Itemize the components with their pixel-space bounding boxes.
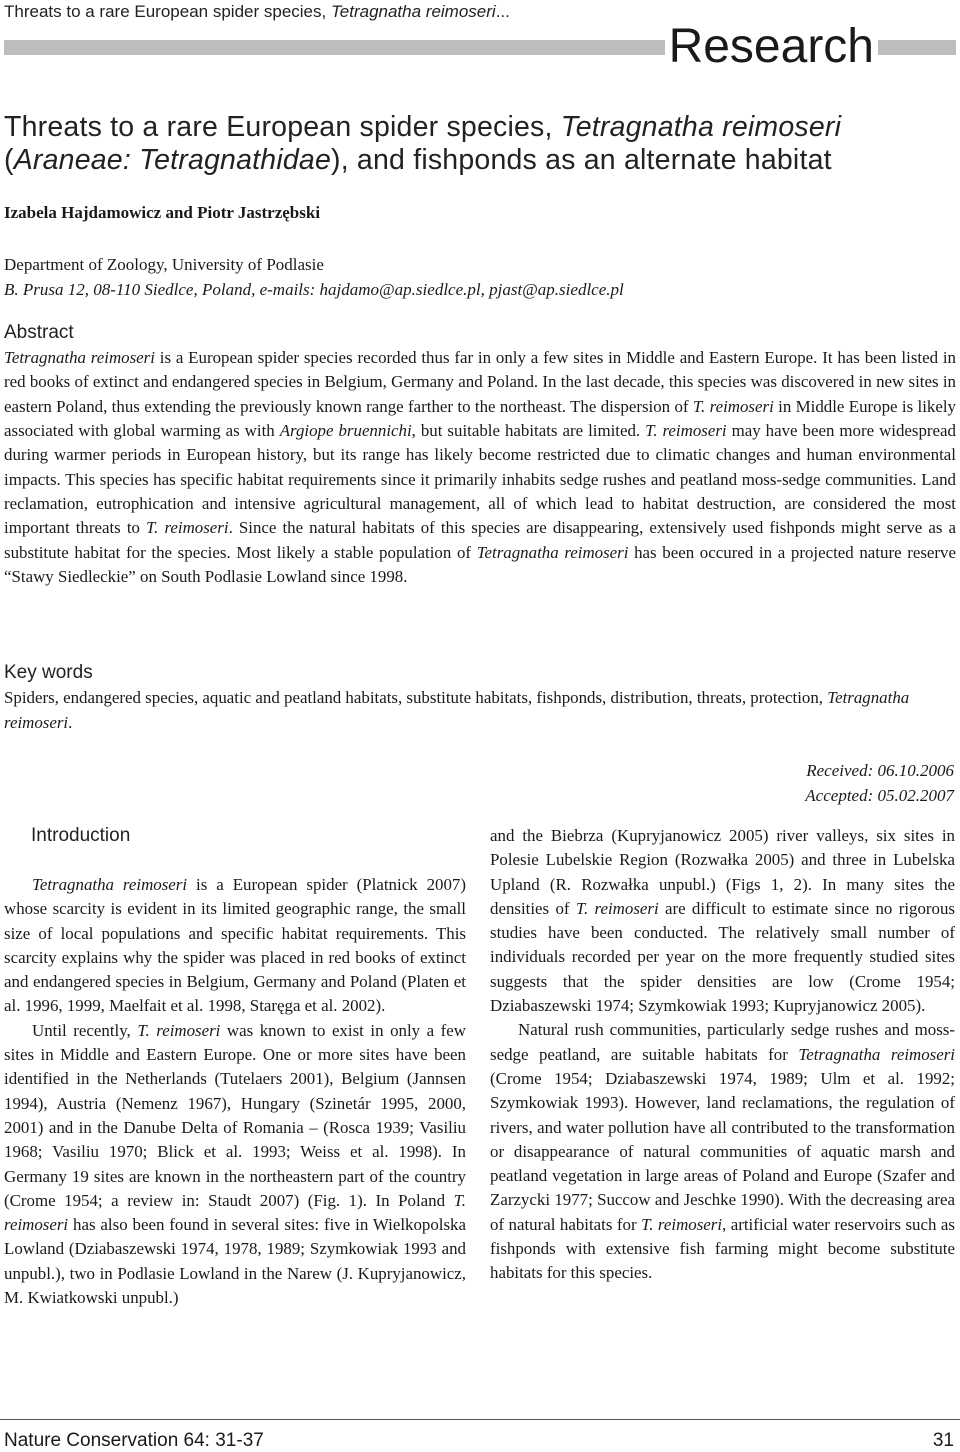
accepted-date: Accepted: 05.02.2007 — [805, 786, 954, 805]
address-emails: B. Prusa 12, 08-110 Siedlce, Poland, e-mails: hajdamo@ap.siedlce.pl, pjast@ap.siedlce.pl — [4, 280, 624, 299]
footer-rule — [0, 1419, 960, 1420]
section-label: Research — [668, 20, 874, 73]
section-band-left-bar — [4, 40, 665, 55]
intro-paragraph-2-continued: and the Biebrza (Kupryjanowicz 2005) river valleys, six sites in Polesie Lubelskie Region (Rozwałka 2005) and three in Lubelska Upland (R. Rozwałka unpubl.) (Figs 1, 2). In many sites the densities of T. reimoseri are difficult to estimate since no rigorous studies have been conducted. The relatively small number of individuals recorded per year on the more frequently studied sites suggests that the spider densities are low (Crome 1954; Dziabaszewski 1974; Szymkowiak 1993; Kupryjanowicz 2005). — [490, 826, 956, 1016]
affiliation — [4, 252, 624, 302]
section-band-right-bar — [878, 40, 956, 55]
article-title: Threats to a rare European spider species, Tetragnatha reimoseri (Araneae: Tetragnathidae), and fishponds as an alternate habitat — [4, 111, 842, 176]
keywords-heading: Key words — [4, 662, 93, 683]
introduction-heading: Introduction — [31, 825, 131, 846]
abstract-text: Tetragnatha reimoseri is a European spider species recorded thus far in only a few sites in Middle and Eastern Europe. It has been listed in red books of extinct and endangered species in Belgium, Germany and Poland. In the last decade, this species was discovered in new sites in eastern Poland, thus extending the previously known range farther to the northeast. The dispersion of T. reimoseri in Middle Europe is likely associated with global warming as with Argiope bruennichi, but suitable habitats are limited. T. reimoseri may have been more widespread during warmer periods in European history, but its range has likely become restricted due to climatic changes and human environmental impacts. This species has specific habitat requirements since it primarily inhabits sedge rushes and peatland moss-sedge communities. Land reclamation, eutrophication and intensive agricultural management, all of which lead to habitat destruction, are considered the most important threats to T. reimoseri. Since the natural habitats of this species are disappearing, extensively used fishponds might serve as a substitute habitat for the species. Most likely a stable population of Tetragnatha reimoseri has been occured in a projected nature reserve “Stawy Siedleckie” on South Podlasie Lowland since 1998. — [4, 348, 956, 587]
running-head-ellipsis: ... — [495, 2, 510, 21]
running-head — [4, 2, 510, 22]
intro-paragraph-1: Tetragnatha reimoseri is a European spider (Platnick 2007) whose scarcity is evident in its limited geographic range, the small size of local populations and specific habitat requirements. This scarcity explains why the spider was placed in red books of extinct and endangered species in Belgium, Germany and Poland (Platen et al. 1996, 1999, Maelfait et al. 1998, Staręga et al. 2002). — [4, 875, 467, 1016]
intro-paragraph-3: Natural rush communities, particularly sedge rushes and moss-sedge peatland, are suitable habitats for Tetragnatha reimoseri (Crome 1954; Dziabaszewski 1974, 1989; Ulm et al. 1992; Szymkowiak 1993). However, land reclamations, the regulation of rivers, and water pollution have all contributed to the transformation or disappearance of natural communities of aquatic marsh and peatland vegetation in large areas of Poland and Europe (Szafer and Zarzycki 1977; Succow and Jeschke 1990). With the decreasing area of natural habitats for T. reimoseri, artificial water reservoirs such as fishponds with extensive fish farming might become substitute habitats for this species. — [490, 1020, 955, 1283]
footer-journal: Nature Conservation 64: 31-37 — [4, 1430, 264, 1451]
abstract-heading: Abstract — [4, 322, 74, 343]
intro-paragraph-2: Until recently, T. reimoseri was known to exist in only a few sites in Middle and Eastern Europe. One or more sites have been identified in the Netherlands (Tutelaers 2001), Belgium (Jannsen 1994), Austria (Nemenz 1967), Hungary (Szinetár 1995, 2000, 2001) and in the Danube Delta of Romania – (Rosca 1939; Vasiliu 1968; Vasiliu 1970; Blick et al. 1993; Weiss et al. 1998). In Germany 19 sites are known in the northeastern part of the country (Crome 1954; a review in: Staudt 2007) (Fig. 1). In Poland T. reimoseri has also been found in several sites: five in Wielkopolska Lowland (Dziabaszewski 1974, 1978, 1989; Szymkowiak 1993 and unpubl.), two in Podlasie Lowland in the Narew (J. Kupryjanowicz, M. Kwiatkowski unpubl.) — [4, 1020, 467, 1308]
article-dates — [805, 758, 954, 808]
running-head-species: Tetragnatha reimoseri — [330, 2, 496, 21]
running-head-text: Threats to a rare European spider species, — [4, 2, 331, 21]
received-date: Received: 06.10.2006 — [806, 761, 954, 780]
page-number: 31 — [932, 1430, 954, 1451]
keywords-text: Spiders, endangered species, aquatic and peatland habitats, substitute habitats, fishponds, distribution, threats, protection, Tetragnatha reimoseri. — [4, 688, 910, 732]
right-column — [490, 824, 955, 1286]
section-band — [4, 20, 956, 73]
authors: Izabela Hajdamowicz and Piotr Jastrzębski — [4, 203, 321, 222]
left-column — [4, 873, 466, 1310]
department: Department of Zoology, University of Podlasie — [4, 255, 324, 274]
